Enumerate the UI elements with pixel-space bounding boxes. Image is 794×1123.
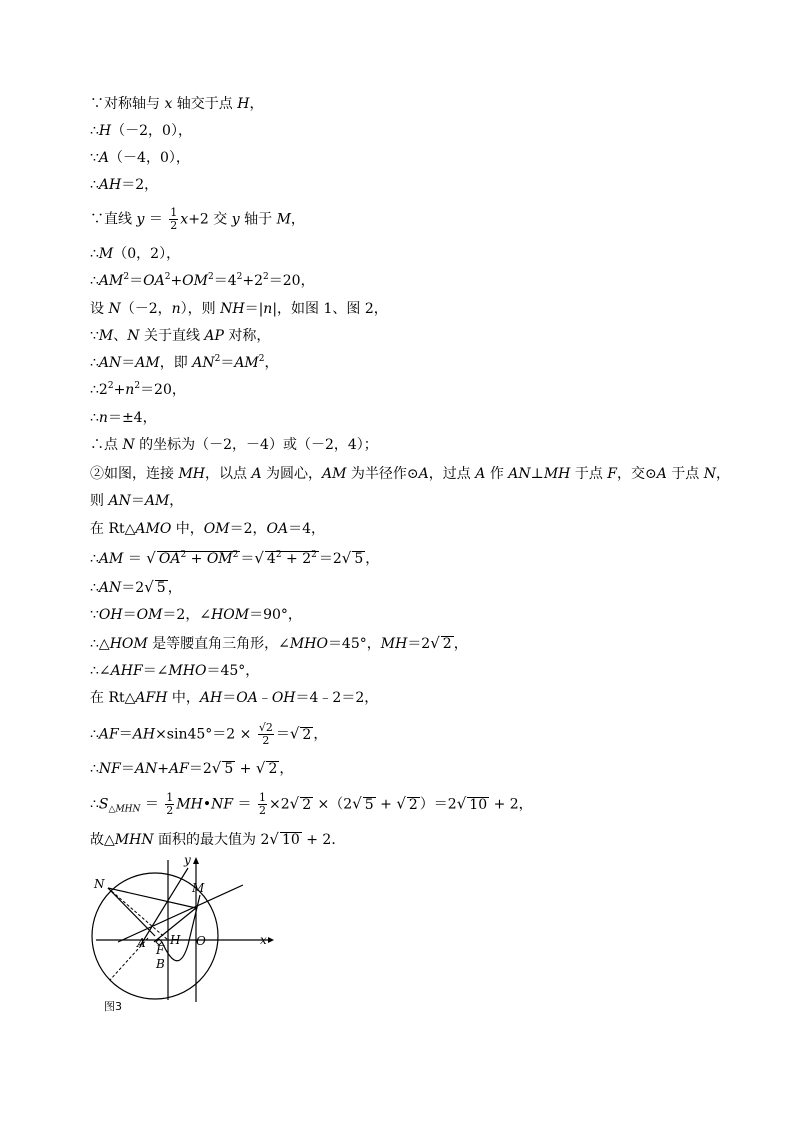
line-8: 设 N（－2，n），则 NH＝|n|，如图 1、图 2， bbox=[90, 301, 388, 317]
label-x: x bbox=[260, 933, 267, 947]
line-16: 在 Rt△AMO 中，OM＝2，OA＝4， bbox=[90, 521, 326, 537]
label-N: N bbox=[94, 877, 105, 891]
label-A: A bbox=[137, 936, 146, 950]
line-7: $\therefore AM^2=OA^2+OM^2=4^2+2^2=20$， bbox=[90, 272, 315, 289]
line-12: ∴n＝±4， bbox=[90, 410, 157, 426]
line-4: ∴AH＝2， bbox=[90, 177, 159, 193]
line-5: ∵直线 y ＝ $\frac{1}{2}$ x+2 交 y 轴于 M， bbox=[90, 206, 305, 232]
line-15: 则 AN＝AM， bbox=[90, 493, 184, 509]
x-axis-arrow bbox=[268, 937, 274, 943]
y-axis-arrow bbox=[193, 857, 199, 864]
line-9: ∵M、N 关于直线 AP 对称， bbox=[90, 328, 271, 344]
line-26: 故△MHN 面积的最大值为 2√ 10 + 2． bbox=[90, 830, 346, 848]
line-3: ∵A（－4，0）， bbox=[90, 150, 190, 166]
line-10: ∴AN＝AM，即 $AN^2=AM^2$， bbox=[90, 354, 279, 371]
line-1: ∵对称轴与 x 轴交于点 H， bbox=[90, 96, 264, 112]
line-2: ∴H（－2，0）， bbox=[90, 123, 192, 139]
label-y: y bbox=[184, 853, 191, 867]
line-22: 在 Rt△AFH 中，AH＝OA﹣OH＝4﹣2＝2， bbox=[90, 690, 379, 706]
label-H: H bbox=[170, 933, 181, 947]
line-18: ∴AN＝2√ 5 ， bbox=[90, 578, 182, 596]
label-O: O bbox=[196, 934, 206, 948]
line-20: ∴△HOM 是等腰直角三角形，∠MHO＝45°，MH＝2√ 2 ， bbox=[90, 634, 468, 652]
line-AM bbox=[118, 885, 243, 942]
label-B: B bbox=[156, 957, 165, 971]
line-25: $\therefore S_{\triangle MHN}$ ＝ $\frac{1}{2}$ MH•NF ＝ $\frac{1}{2}$ ×2√ 2 ×（2√ 5 + √ 2 ）＝2√ 10 + 2， bbox=[90, 791, 533, 817]
line-21: ∴∠AHF＝∠MHO＝45°， bbox=[90, 663, 260, 679]
segment-NF bbox=[108, 888, 155, 936]
line-24: ∴NF＝AN+AF＝2√ 5 + √ 2 ， bbox=[90, 759, 294, 777]
geometry-figure-3 bbox=[88, 850, 288, 1020]
line-17: ∴AM ＝ √ $OA^2 + OM^2$ ＝√ $4^2 + 2^2 =2√$ 5 ， bbox=[90, 549, 380, 567]
label-M: M bbox=[192, 881, 205, 895]
segment-NM bbox=[108, 888, 196, 908]
line-11: $\therefore 2^2+n^2=20$， bbox=[90, 381, 186, 398]
line-13: ∴点 N 的坐标为（－2，－4）或（－2，4）； bbox=[90, 437, 378, 453]
line-14: ②如图，连接 MH，以点 A 为圆心，AM 为半径作⊙A，过点 A 作 AN⊥MH 于点 F，交⊙A 于点 N， bbox=[90, 466, 731, 482]
line-19: ∵OH＝OM＝2，∠HOM＝90°， bbox=[90, 607, 302, 623]
line-23: ∴AF＝AH×sin45°＝2 × $\frac{√2}{2}$ ＝√ 2 ， bbox=[90, 721, 328, 747]
label-F: F bbox=[156, 943, 165, 957]
figure-caption: 图3 bbox=[104, 1000, 122, 1013]
line-6: ∴M（0，2）， bbox=[90, 246, 181, 262]
